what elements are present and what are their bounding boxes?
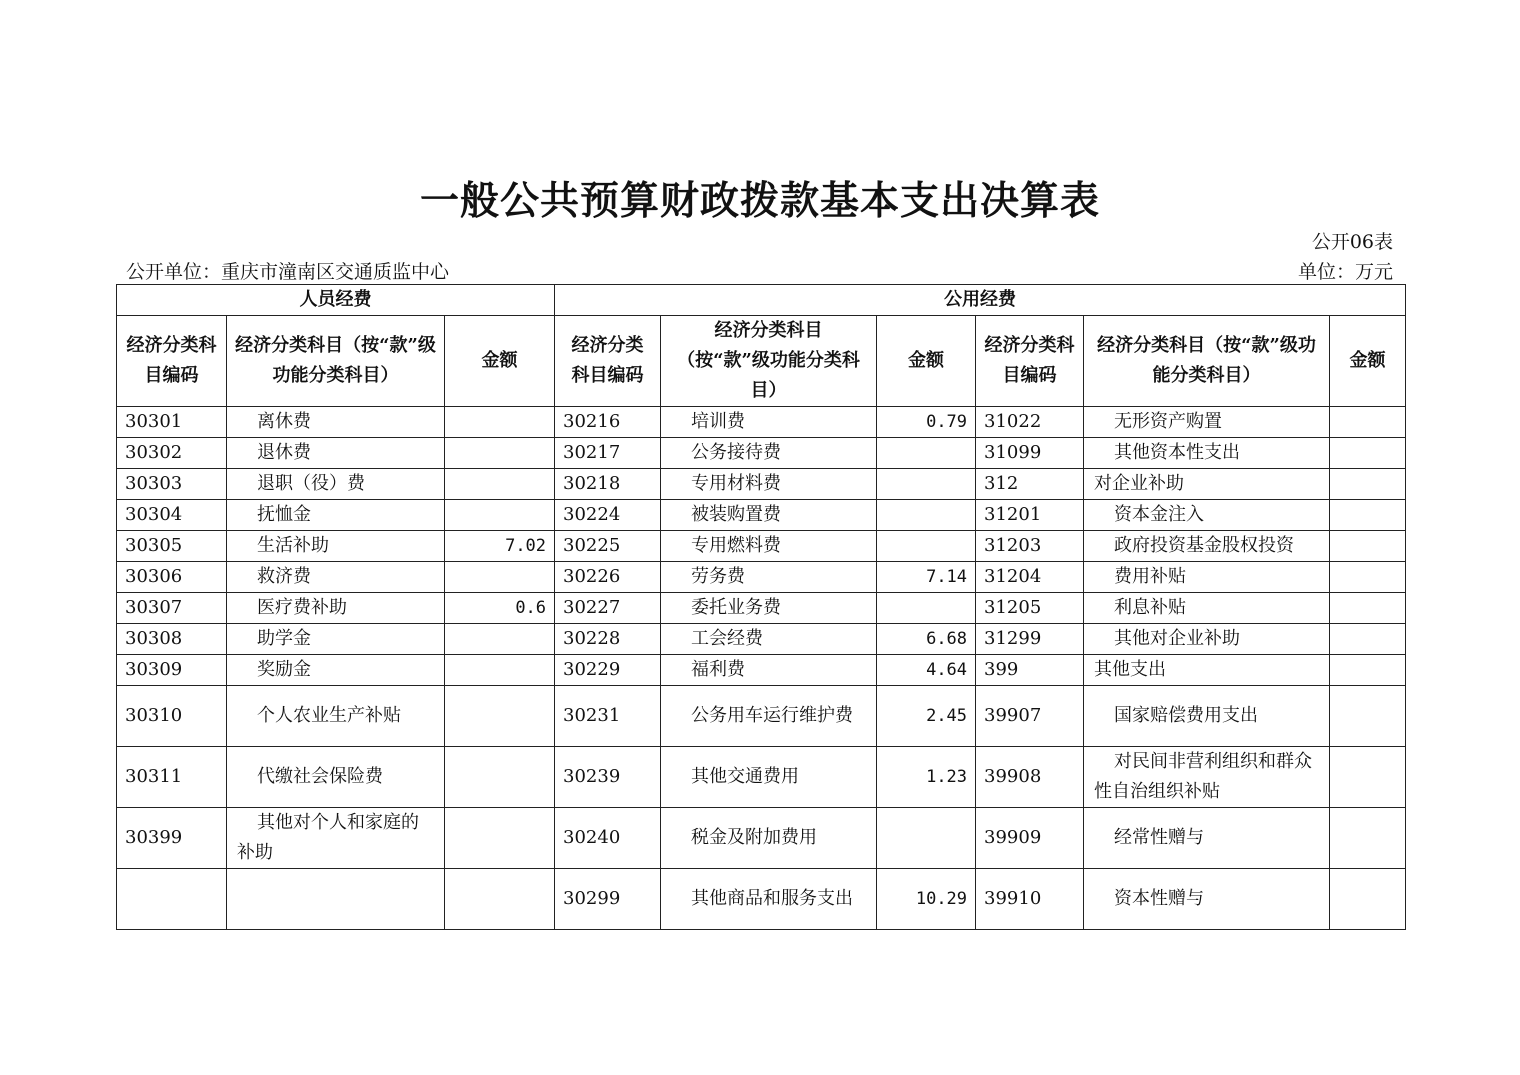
personnel-subject-cell	[227, 624, 445, 655]
capital-code-cell	[976, 407, 1084, 438]
personnel-code-cell	[117, 655, 227, 686]
table-row	[117, 438, 1406, 469]
cell-text: 救济费	[257, 566, 311, 587]
cell-text: 30229	[563, 659, 621, 680]
public-amount-cell	[877, 531, 976, 562]
cell-text: 培训费	[691, 411, 746, 432]
capital-amount-cell	[1330, 686, 1406, 747]
capital-amount-cell	[1330, 869, 1406, 930]
public-subject-cell	[661, 469, 877, 500]
capital-code-cell	[976, 624, 1084, 655]
cell-text: 经常性赠与	[1114, 827, 1205, 848]
personnel-amount-cell	[445, 808, 555, 869]
personnel-subject-cell	[227, 407, 445, 438]
public-subject-cell	[661, 655, 877, 686]
personnel-amount-cell	[445, 747, 555, 808]
personnel-subject-cell	[227, 869, 445, 930]
personnel-amount-cell	[445, 438, 555, 469]
capital-subject-cell	[1084, 469, 1330, 500]
capital-code-cell	[976, 686, 1084, 747]
cell-text: 公务用车运行维护费	[691, 705, 854, 726]
capital-code-cell	[976, 869, 1084, 930]
cell-text: 医疗费补助	[257, 597, 347, 618]
personnel-subject-cell	[227, 562, 445, 593]
table-row	[117, 531, 1406, 562]
cell-text: 30299	[563, 888, 621, 909]
personnel-code-cell	[117, 562, 227, 593]
cell-text: 31205	[984, 597, 1042, 618]
currency-unit: 单位：万元	[1297, 261, 1393, 283]
capital-amount-cell	[1330, 593, 1406, 624]
cell-text: 30305	[125, 535, 183, 556]
cell-text: 助学金	[257, 628, 311, 649]
cell-text: 30224	[563, 504, 621, 525]
cell-text: 30218	[563, 473, 621, 494]
capital-subject-cell	[1084, 438, 1330, 469]
cell-text: 其他对个人和家庭的补助	[237, 812, 419, 863]
personnel-code-cell	[117, 500, 227, 531]
cell-text: 其他对企业补助	[1114, 628, 1241, 649]
cell-text: 31022	[984, 411, 1042, 432]
personnel-code-cell	[117, 869, 227, 930]
page-title: 一般公共预算财政拨款基本支出决算表	[419, 178, 1100, 224]
cell-text: 39909	[984, 827, 1042, 848]
capital-subject-cell	[1084, 655, 1330, 686]
public-amount-cell	[877, 593, 976, 624]
table-row	[117, 747, 1406, 808]
capital-subject-cell	[1084, 624, 1330, 655]
cell-text: 0.79	[926, 412, 968, 432]
capital-amount-cell	[1330, 438, 1406, 469]
public-subject-cell	[661, 869, 877, 930]
cell-text: 312	[984, 473, 1019, 494]
public-subject-cell	[661, 686, 877, 747]
cell-text: 公务接待费	[691, 442, 782, 463]
cell-text: 30231	[563, 705, 621, 726]
cell-text: 其他商品和服务支出	[691, 888, 854, 909]
cell-text: 39907	[984, 705, 1042, 726]
capital-code-cell	[976, 747, 1084, 808]
cell-text: 10.29	[915, 889, 968, 909]
cell-text: 30310	[125, 705, 183, 726]
cell-text: 离休费	[257, 411, 311, 432]
personnel-subject-cell	[227, 808, 445, 869]
cell-text: 30307	[125, 597, 183, 618]
cell-text: 7.02	[505, 536, 547, 556]
capital-subject-cell	[1084, 562, 1330, 593]
capital-amount-cell	[1330, 624, 1406, 655]
col-header-subject: 经济分类科目（按“款”级功能分类科目）	[661, 316, 877, 407]
public-amount-cell	[877, 500, 976, 531]
public-code-cell	[555, 531, 661, 562]
cell-text: 对企业补助	[1094, 473, 1185, 494]
cell-text: 31299	[984, 628, 1042, 649]
capital-amount-cell	[1330, 531, 1406, 562]
cell-text: 奖励金	[257, 659, 311, 680]
table-row	[117, 562, 1406, 593]
cell-text: 6.68	[926, 629, 968, 649]
cell-text: 专用材料费	[691, 473, 782, 494]
col-header-code: 经济分类科目编码	[976, 316, 1084, 407]
col-header-amount: 金额	[877, 316, 976, 407]
capital-code-cell	[976, 593, 1084, 624]
public-amount-cell	[877, 808, 976, 869]
cell-text: 30309	[125, 659, 183, 680]
capital-amount-cell	[1330, 562, 1406, 593]
cell-text: 抚恤金	[257, 504, 311, 525]
col-header-code: 经济分类科目编码	[117, 316, 227, 407]
capital-amount-cell	[1330, 808, 1406, 869]
public-amount-cell	[877, 655, 976, 686]
cell-text: 利息补贴	[1114, 597, 1187, 618]
personnel-subject-cell	[227, 438, 445, 469]
cell-text: 30239	[563, 766, 621, 787]
public-subject-cell	[661, 808, 877, 869]
public-amount-cell	[877, 562, 976, 593]
capital-amount-cell	[1330, 655, 1406, 686]
cell-text: 个人农业生产补贴	[257, 705, 401, 726]
personnel-amount-cell	[445, 469, 555, 500]
table-row	[117, 500, 1406, 531]
capital-subject-cell	[1084, 531, 1330, 562]
public-subject-cell	[661, 747, 877, 808]
public-code-cell	[555, 869, 661, 930]
cell-text: 税金及附加费用	[691, 827, 818, 848]
personnel-subject-cell	[227, 593, 445, 624]
table-row	[117, 624, 1406, 655]
capital-code-cell	[976, 531, 1084, 562]
cell-text: 30306	[125, 566, 183, 587]
personnel-code-cell	[117, 531, 227, 562]
col-header-code: 经济分类科目编码	[555, 316, 661, 407]
personnel-subject-cell	[227, 500, 445, 531]
public-code-cell	[555, 624, 661, 655]
capital-code-cell	[976, 469, 1084, 500]
cell-text: 30240	[563, 827, 621, 848]
public-subject-cell	[661, 593, 877, 624]
capital-amount-cell	[1330, 500, 1406, 531]
cell-text: 2.45	[926, 706, 968, 726]
group-header-personnel: 人员经费	[117, 285, 555, 316]
public-code-cell	[555, 500, 661, 531]
personnel-subject-cell	[227, 469, 445, 500]
cell-text: 其他支出	[1094, 659, 1167, 680]
personnel-subject-cell	[227, 531, 445, 562]
expenditure-table	[116, 284, 1406, 930]
cell-text: 生活补助	[257, 535, 329, 556]
cell-text: 政府投资基金股权投资	[1114, 535, 1295, 556]
personnel-subject-cell	[227, 747, 445, 808]
personnel-amount-cell	[445, 593, 555, 624]
personnel-amount-cell	[445, 562, 555, 593]
personnel-subject-cell	[227, 686, 445, 747]
cell-text: 工会经费	[691, 628, 764, 649]
cell-text: 30227	[563, 597, 621, 618]
cell-text: 31204	[984, 566, 1042, 587]
cell-text: 30301	[125, 411, 183, 432]
public-subject-cell	[661, 562, 877, 593]
public-subject-cell	[661, 500, 877, 531]
cell-text: 无形资产购置	[1114, 411, 1223, 432]
personnel-amount-cell	[445, 624, 555, 655]
capital-subject-cell	[1084, 593, 1330, 624]
cell-text: 国家赔偿费用支出	[1114, 705, 1259, 726]
capital-code-cell	[976, 562, 1084, 593]
cell-text: 0.6	[515, 598, 547, 618]
public-amount-cell	[877, 624, 976, 655]
public-code-cell	[555, 747, 661, 808]
public-amount-cell	[877, 407, 976, 438]
cell-text: 30303	[125, 473, 183, 494]
personnel-amount-cell	[445, 407, 555, 438]
cell-text: 30308	[125, 628, 183, 649]
cell-text: 39908	[984, 766, 1042, 787]
group-header-public: 公用经费	[555, 285, 1406, 316]
cell-text: 31201	[984, 504, 1042, 525]
cell-text: 其他资本性支出	[1114, 442, 1241, 463]
personnel-code-cell	[117, 438, 227, 469]
public-code-cell	[555, 686, 661, 747]
cell-text: 代缴社会保险费	[257, 766, 383, 787]
col-header-subject: 经济分类科目（按“款”级功能分类科目）	[1084, 316, 1330, 407]
public-subject-cell	[661, 531, 877, 562]
cell-text: 资本性赠与	[1114, 888, 1205, 909]
public-amount-cell	[877, 438, 976, 469]
capital-code-cell	[976, 500, 1084, 531]
cell-text: 30217	[563, 442, 621, 463]
cell-text: 其他交通费用	[691, 766, 800, 787]
personnel-amount-cell	[445, 531, 555, 562]
personnel-amount-cell	[445, 869, 555, 930]
table-row	[117, 686, 1406, 747]
capital-subject-cell	[1084, 686, 1330, 747]
cell-text: 30399	[125, 827, 183, 848]
public-code-cell	[555, 655, 661, 686]
cell-text: 4.64	[926, 660, 968, 680]
public-amount-cell	[877, 469, 976, 500]
capital-subject-cell	[1084, 869, 1330, 930]
personnel-code-cell	[117, 593, 227, 624]
personnel-code-cell	[117, 469, 227, 500]
public-amount-cell	[877, 869, 976, 930]
capital-subject-cell	[1084, 500, 1330, 531]
cell-text: 30228	[563, 628, 621, 649]
cell-text: 30216	[563, 411, 621, 432]
personnel-code-cell	[117, 808, 227, 869]
personnel-subject-cell	[227, 655, 445, 686]
cell-text: 劳务费	[691, 566, 746, 587]
capital-subject-cell	[1084, 747, 1330, 808]
table-row	[117, 593, 1406, 624]
col-header-amount: 金额	[445, 316, 555, 407]
public-code-cell	[555, 438, 661, 469]
cell-text: 31099	[984, 442, 1042, 463]
personnel-code-cell	[117, 686, 227, 747]
table-row	[117, 808, 1406, 869]
cell-text: 退职（役）费	[257, 473, 365, 494]
capital-amount-cell	[1330, 747, 1406, 808]
capital-code-cell	[976, 438, 1084, 469]
personnel-amount-cell	[445, 686, 555, 747]
capital-code-cell	[976, 655, 1084, 686]
table-number: 公开06表	[1311, 231, 1393, 253]
capital-subject-cell	[1084, 407, 1330, 438]
public-code-cell	[555, 407, 661, 438]
public-code-cell	[555, 808, 661, 869]
cell-text: 对民间非营利组织和群众性自治组织补贴	[1094, 751, 1313, 802]
capital-subject-cell	[1084, 808, 1330, 869]
cell-text: 费用补贴	[1114, 566, 1187, 587]
cell-text: 资本金注入	[1114, 504, 1205, 525]
reporting-unit: 公开单位：重庆市潼南区交通质监中心	[126, 261, 450, 283]
personnel-code-cell	[117, 624, 227, 655]
cell-text: 30226	[563, 566, 621, 587]
public-subject-cell	[661, 407, 877, 438]
personnel-amount-cell	[445, 655, 555, 686]
table-row	[117, 655, 1406, 686]
capital-amount-cell	[1330, 407, 1406, 438]
public-subject-cell	[661, 438, 877, 469]
cell-text: 1.23	[926, 767, 968, 787]
cell-text: 专用燃料费	[691, 535, 782, 556]
cell-text: 7.14	[926, 567, 968, 587]
col-header-subject: 经济分类科目（按“款”级功能分类科目）	[227, 316, 445, 407]
cell-text: 30304	[125, 504, 183, 525]
public-code-cell	[555, 593, 661, 624]
personnel-code-cell	[117, 407, 227, 438]
cell-text: 委托业务费	[691, 597, 782, 618]
personnel-amount-cell	[445, 500, 555, 531]
cell-text: 退休费	[257, 442, 311, 463]
cell-text: 福利费	[691, 659, 746, 680]
table-row	[117, 469, 1406, 500]
cell-text: 被装购置费	[691, 504, 782, 525]
public-amount-cell	[877, 747, 976, 808]
table-row	[117, 407, 1406, 438]
cell-text: 31203	[984, 535, 1042, 556]
cell-text: 30225	[563, 535, 621, 556]
cell-text: 30302	[125, 442, 183, 463]
cell-text: 30311	[125, 766, 183, 787]
public-amount-cell	[877, 686, 976, 747]
col-header-amount: 金额	[1330, 316, 1406, 407]
cell-text: 39910	[984, 888, 1042, 909]
personnel-code-cell	[117, 747, 227, 808]
public-code-cell	[555, 469, 661, 500]
public-code-cell	[555, 562, 661, 593]
capital-amount-cell	[1330, 469, 1406, 500]
table-row	[117, 869, 1406, 930]
capital-code-cell	[976, 808, 1084, 869]
cell-text: 399	[984, 659, 1019, 680]
public-subject-cell	[661, 624, 877, 655]
